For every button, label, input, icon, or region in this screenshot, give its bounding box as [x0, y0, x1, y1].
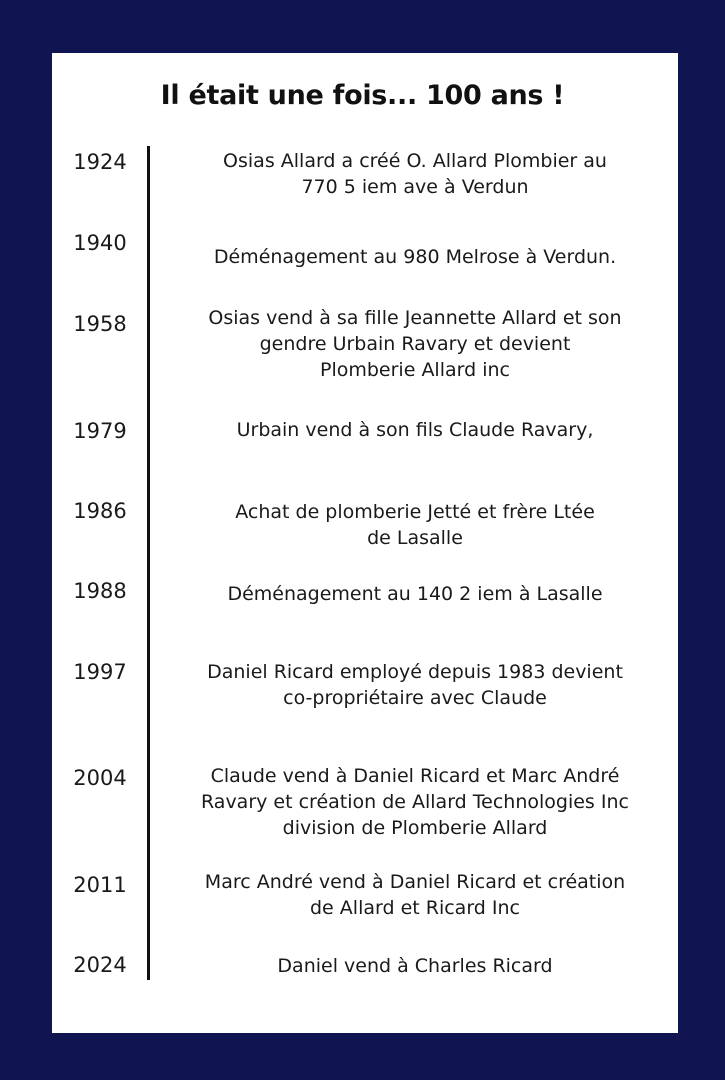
- event-text: [160, 305, 670, 383]
- event-text: [160, 953, 670, 979]
- event-text: [160, 148, 670, 200]
- event-line: de Allard et Ricard Inc: [310, 897, 520, 919]
- year-label: 1924: [73, 150, 127, 174]
- year-label: 1979: [73, 419, 127, 443]
- event-line: Achat de plomberie Jetté et frère Ltée: [235, 501, 595, 523]
- event-line: Daniel vend à Charles Ricard: [277, 955, 553, 977]
- event-line: Plomberie Allard inc: [320, 359, 510, 381]
- event-text: [160, 581, 670, 607]
- year-label: 2024: [73, 953, 127, 977]
- event-line: Daniel Ricard employé depuis 1983 devient: [207, 661, 623, 683]
- event-text: [160, 499, 670, 551]
- event-text: [160, 244, 670, 270]
- year-label: 1958: [73, 312, 127, 336]
- year-label: 2011: [73, 873, 127, 897]
- event-text: [160, 763, 670, 841]
- year-label: 2004: [73, 766, 127, 790]
- event-line: Osias vend à sa fille Jeannette Allard et son: [208, 307, 622, 329]
- event-line: gendre Urbain Ravary et devient: [259, 333, 571, 355]
- timeline-line: [147, 146, 150, 980]
- event-line: Claude vend à Daniel Ricard et Marc André: [210, 765, 620, 787]
- event-text: [160, 659, 670, 711]
- event-line: division de Plomberie Allard: [282, 817, 548, 839]
- event-line: Déménagement au 140 2 iem à Lasalle: [227, 583, 603, 605]
- event-line: Osias Allard a créé O. Allard Plombier au: [223, 150, 607, 172]
- event-text: [160, 869, 670, 921]
- year-label: 1940: [73, 231, 127, 255]
- event-line: co-propriétaire avec Claude: [283, 687, 547, 709]
- event-line: Ravary et création de Allard Technologies Inc: [201, 791, 629, 813]
- event-line: de Lasalle: [367, 527, 463, 549]
- page-title: Il était une fois... 100 ans !: [160, 80, 565, 111]
- year-label: 1986: [73, 499, 127, 523]
- event-line: Déménagement au 980 Melrose à Verdun.: [213, 246, 617, 268]
- year-label: 1988: [73, 579, 127, 603]
- event-line: Urbain vend à son fils Claude Ravary,: [236, 419, 594, 441]
- event-line: 770 5 iem ave à Verdun: [301, 176, 529, 198]
- event-line: Marc André vend à Daniel Ricard et création: [204, 871, 626, 893]
- event-text: [160, 417, 670, 443]
- year-label: 1997: [73, 660, 127, 684]
